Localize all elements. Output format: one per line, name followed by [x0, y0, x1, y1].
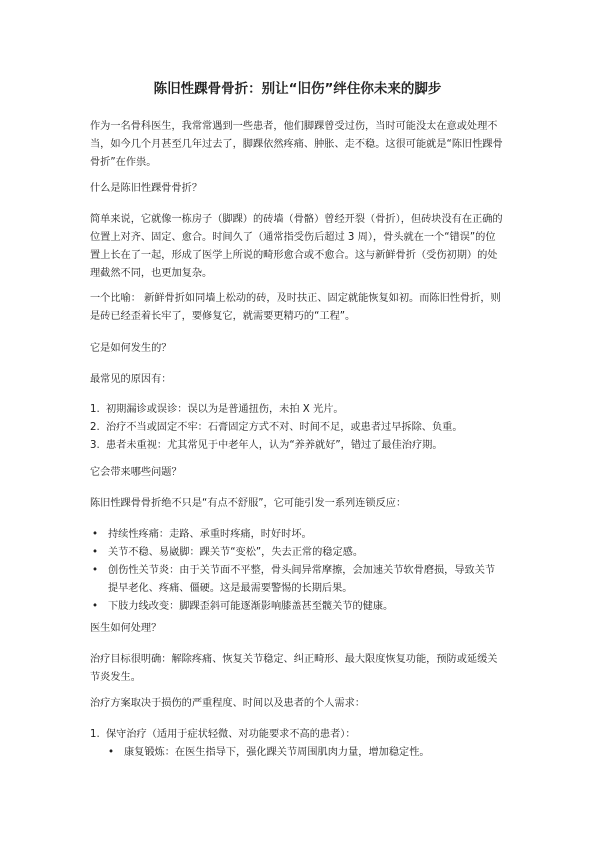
list-number: 3. — [90, 440, 100, 451]
list-item — [90, 526, 505, 544]
treatment-plan-intro: 治疗方案取决于损伤的严重程度、时间以及患者的个人需求： — [90, 698, 366, 709]
metaphor-paragraph: 一个比喻： 新鲜骨折如同墙上松动的砖，及时扶正、固定就能恢复如初。而陈旧性骨折，则是砖已经歪着长牢了，要修复它，就需要更精巧的“工程”。 — [90, 293, 501, 322]
list-item — [90, 437, 505, 455]
list-item-text: 下肢力线改变：脚踝歪斜可能逐渐影响膝盖甚至髋关节的健康。 — [108, 601, 394, 612]
list-item — [90, 598, 505, 616]
list-item — [90, 419, 505, 437]
bullet: • — [92, 601, 99, 612]
treatment-goal-paragraph: 治疗目标很明确：解除疼痛、恢复关节稳定、纠正畸形、最大限度恢复功能，预防或延缓关节炎发生。 — [90, 654, 498, 683]
list-item — [90, 401, 505, 419]
list-item-text: 治疗不当或固定不牢：石膏固定方式不对、时间不足，或患者过早拆除、负重。 — [106, 422, 463, 433]
list-number: 1. — [90, 404, 100, 415]
problems-list — [90, 526, 505, 616]
list-item — [90, 562, 505, 598]
bullet: • — [92, 529, 99, 540]
list-item-text: 持续性疼痛：走路、承重时疼痛，时好时坏。 — [108, 529, 312, 540]
bullet: • — [92, 565, 99, 576]
definition-paragraph: 简单来说，它就像一栋房子（脚踝）的砖墙（骨骼）曾经开裂（骨折），但砖块没有在正确的位置上对齐、固定、愈合。时间久了（通常指受伤后超过 3 周），骨头就在一个“错误”的位置上长在了一起，形成了医学上所说的畸形愈合或不愈合。这与新鲜骨折（受伤初期）的处理截然不同，也更加复杂。 — [90, 214, 503, 279]
heading-what-is: 什么是陈旧性踝骨骨折？ — [90, 183, 203, 194]
problems-intro: 陈旧性踝骨骨折绝不只是“有点不舒服”，它可能引发一系列连锁反应： — [90, 498, 407, 509]
list-item-text: 康复锻炼：在医生指导下，强化踝关节周围肌肉力量，增加稳定性。 — [124, 747, 430, 758]
list-item-text: 创伤性关节炎：由于关节面不平整，骨头间异常摩擦，会加速关节软骨磨损，导致关节提早老化、疼痛、僵硬。这是最需要警惕的长期后果。 — [108, 565, 496, 594]
bullet: • — [108, 747, 115, 758]
causes-list — [90, 401, 505, 455]
heading-treatment: 医生如何处理？ — [90, 623, 162, 634]
intro-paragraph: 作为一名骨科医生，我常常遇到一些患者，他们脚踝曾受过伤，当时可能没太在意或处理不当，如今几个月甚至几年过去了，脚踝依然疼痛、肿胀、走不稳。这很可能就是“陈旧性踝骨骨折”在作祟。 — [90, 121, 503, 168]
document-title: 陈旧性踝骨骨折：别让“旧伤”绊住你未来的脚步 — [153, 81, 442, 97]
list-item — [90, 544, 505, 562]
list-item-text: 患者未重视：尤其常见于中老年人，认为“养养就好”，错过了最佳治疗期。 — [106, 440, 443, 451]
list-item-text: 关节不稳、易崴脚：踝关节“变松”，失去正常的稳定感。 — [108, 547, 364, 558]
treatment-list — [90, 726, 505, 762]
sub-list-item — [90, 744, 505, 762]
causes-intro: 最常见的原因有： — [90, 374, 172, 385]
list-item-text: 保守治疗（适用于症状轻微、对功能要求不高的患者）： — [106, 729, 356, 740]
heading-problems: 它会带来哪些问题？ — [90, 467, 182, 478]
list-number: 1. — [90, 729, 100, 740]
list-number: 2. — [90, 422, 100, 433]
bullet: • — [92, 547, 99, 558]
list-item-text: 初期漏诊或误诊：误以为是普通扭伤，未拍 X 光片。 — [106, 404, 344, 415]
heading-how-happens: 它是如何发生的？ — [90, 343, 172, 354]
list-item — [90, 726, 505, 744]
